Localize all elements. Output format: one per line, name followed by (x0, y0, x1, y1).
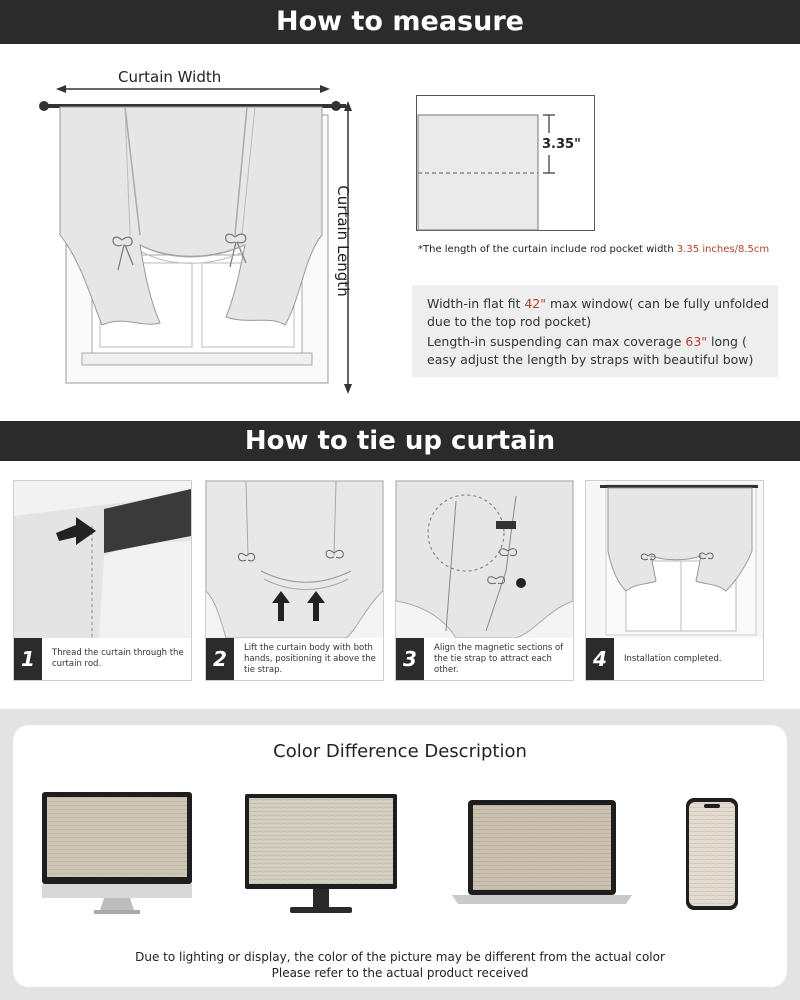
step-number: 2 (206, 638, 234, 680)
step-text: Installation completed. (624, 653, 722, 664)
curtain-length-label: Curtain Length (334, 185, 352, 297)
step-text: Thread the curtain through the curtain rod. (52, 648, 184, 669)
rod-pocket-diagram (416, 95, 596, 235)
step-1-illustration (14, 481, 191, 638)
step-card-1 (13, 480, 192, 681)
magnet-icon (516, 578, 526, 588)
step-card-2 (205, 480, 384, 681)
smartphone-icon (686, 798, 738, 910)
curtain-width-label: Curtain Width (118, 68, 222, 86)
color-difference-footnote (0, 949, 800, 981)
note-value: 3.35 inches/8.5cm (676, 244, 770, 255)
step-number: 4 (586, 638, 614, 680)
footnote-line-1: Due to lighting or display, the color of the picture may be different from the actual color (135, 950, 665, 964)
rod-pocket-measure-label: 3.35" (542, 137, 581, 152)
imac-monitor-icon (42, 792, 192, 917)
step-text: Lift the curtain body with both hands, positioning it above the tie strap. (244, 642, 376, 675)
laptop-icon (452, 800, 632, 906)
step-number: 1 (14, 638, 42, 680)
size-info-box (412, 285, 778, 377)
rod-pocket-note (418, 244, 769, 255)
step-number: 3 (396, 638, 424, 680)
footnote-line-2: Please refer to the actual product received (271, 966, 529, 980)
step-text: Align the magnetic sections of the tie strap to attract each other. (434, 642, 564, 675)
length-info: Length-in suspending can max coverage 63" long ( easy adjust the length by straps with beautiful bow) (427, 334, 754, 367)
section-title-measure: How to measure (0, 0, 800, 44)
width-info: Width-in flat fit 42" max window( can be fully unfolded due to the top rod pocket) (427, 296, 770, 329)
desktop-monitor-icon (245, 794, 397, 916)
step-4-illustration (586, 481, 763, 638)
step-card-3 (395, 480, 574, 681)
curtain-measure-illustration (30, 85, 360, 395)
note-text: *The length of the curtain include rod pocket width (418, 244, 677, 255)
step-card-4 (585, 480, 764, 681)
color-difference-title: Color Difference Description (273, 741, 527, 762)
step-2-illustration (206, 481, 383, 638)
section-title-tie: How to tie up curtain (0, 421, 800, 461)
step-3-illustration (396, 481, 573, 638)
